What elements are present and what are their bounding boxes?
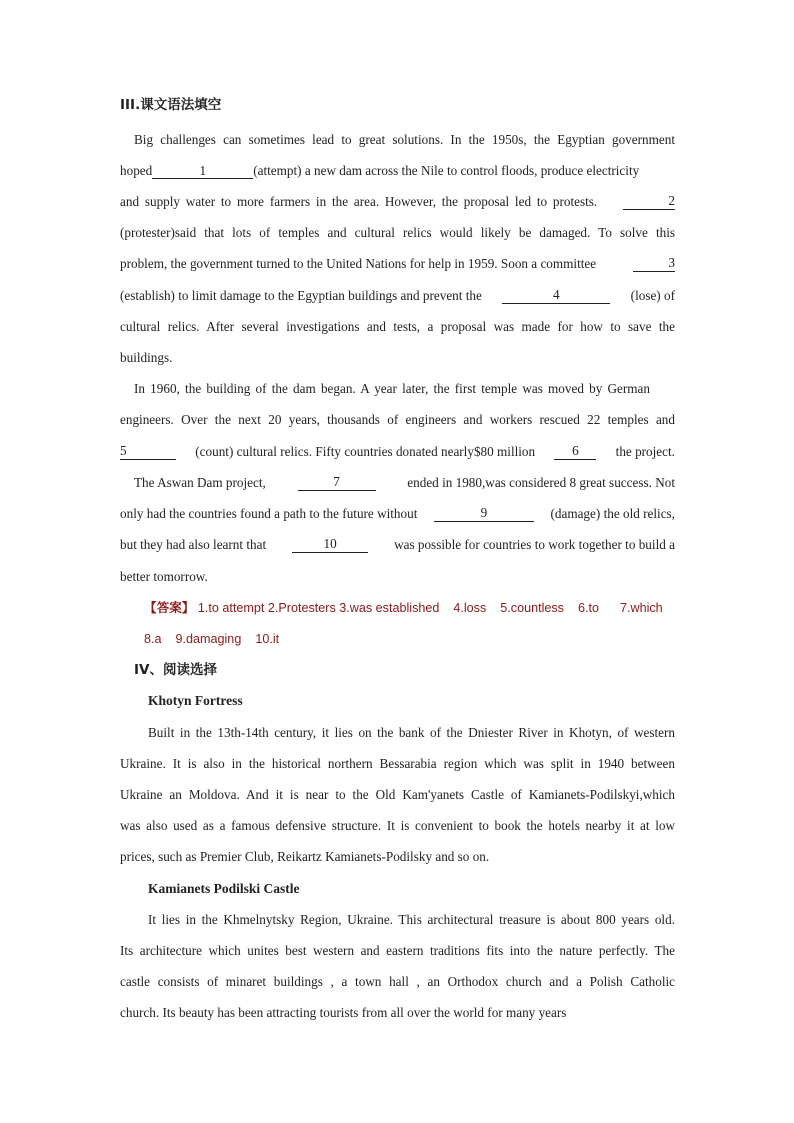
passage-text: The Aswan Dam project, xyxy=(134,475,266,490)
passage-text: was possible for countries to work together to build a xyxy=(394,537,675,552)
passage-line xyxy=(120,256,675,272)
passage-line: was also used as a famous defensive structure. It is convenient to book the hotels nearby it at low xyxy=(120,818,675,833)
passage-text: only had the countries found a path to the future without xyxy=(120,506,418,521)
passage-line: Big challenges can sometimes lead to great solutions. In the 1950s, the Egyptian government xyxy=(134,132,675,147)
blank-1[interactable]: 1 xyxy=(152,164,253,179)
blank-10[interactable]: 10 xyxy=(292,537,368,553)
section-heading-reading: IV、阅读选择 xyxy=(134,662,217,678)
blank-4[interactable]: 4 xyxy=(502,288,610,304)
blank-3[interactable]: 3 xyxy=(633,256,675,272)
passage-line: Its architecture which unites best western and eastern traditions fits into the nature perfectly. The xyxy=(120,943,675,958)
passage-text: (damage) the old relics, xyxy=(550,506,675,521)
blank-2[interactable]: 2 xyxy=(623,194,675,210)
passage-line xyxy=(120,537,675,553)
passage-text: (count) cultural relics. Fifty countries donated nearly$80 million xyxy=(195,444,536,459)
passage-line xyxy=(134,475,675,491)
passage-text: and supply water to more farmers in the area. However, the proposal led to protests. xyxy=(120,194,598,209)
blank-5[interactable]: 5 xyxy=(120,444,176,460)
passage-line: (protester)said that lots of temples and cultural relics would likely be damaged. To solve this xyxy=(120,225,675,240)
passage-line: better tomorrow. xyxy=(120,569,208,584)
passage-text: ended in 1980,was considered 8 great success. Not xyxy=(407,475,675,490)
passage-line: Ukraine. It is also in the historical northern Bessarabia region which was split in 1940 between xyxy=(120,756,675,771)
blank-7[interactable]: 7 xyxy=(298,475,376,491)
answer-text: 1.to attempt 2.Protesters 3.was established 4.loss 5.countless 6.to 7.which xyxy=(197,601,663,615)
answer-line xyxy=(144,600,675,616)
passage-text: but they had also learnt that xyxy=(120,537,267,552)
passage-line: Built in the 13th-14th century, it lies on the bank of the Dniester River in Khotyn, of western xyxy=(148,725,675,740)
passage-line xyxy=(120,163,675,179)
section-heading-grammar-fill: III.课文语法填空 xyxy=(120,97,222,113)
passage-line: Ukraine an Moldova. And it is near to the Old Kam'yanets Castle of Kamianets-Podilskyi,which xyxy=(120,787,675,802)
blank-6[interactable]: 6 xyxy=(554,444,596,460)
passage-text: the project. xyxy=(615,444,675,459)
answer-line: 8.a 9.damaging 10.it xyxy=(144,632,280,646)
passage-text: (lose) of xyxy=(630,288,675,303)
passage-title: Khotyn Fortress xyxy=(148,693,243,708)
passage-line xyxy=(120,194,675,210)
passage-text: (attempt) a new dam across the Nile to control floods, produce electricity xyxy=(253,163,640,178)
passage-line: church. Its beauty has been attracting tourists from all over the world for many years xyxy=(120,1005,567,1020)
passage-line xyxy=(120,506,675,522)
answer-tag: 【答案】 xyxy=(144,600,195,615)
passage-line xyxy=(120,444,675,460)
passage-text: hoped xyxy=(120,163,153,178)
passage-line xyxy=(120,288,675,304)
passage-line: prices, such as Premier Club, Reikartz Kamianets-Podilsky and so on. xyxy=(120,849,490,864)
passage-title: Kamianets Podilski Castle xyxy=(148,881,300,896)
passage-line: cultural relics. After several investigations and tests, a proposal was made for how to save the xyxy=(120,319,675,334)
passage-text: problem, the government turned to the United Nations for help in 1959. Soon a committee xyxy=(120,256,597,271)
passage-line: In 1960, the building of the dam began. A year later, the first temple was moved by German xyxy=(134,381,650,396)
passage-line: engineers. Over the next 20 years, thousands of engineers and workers rescued 22 temples and xyxy=(120,412,675,427)
passage-line: buildings. xyxy=(120,350,173,365)
blank-9[interactable]: 9 xyxy=(434,506,534,522)
passage-line: It lies in the Khmelnytsky Region, Ukraine. This architectural treasure is about 800 years old. xyxy=(148,912,675,927)
passage-text: (establish) to limit damage to the Egyptian buildings and prevent the xyxy=(120,288,482,303)
passage-line: castle consists of minaret buildings , a town hall , an Orthodox church and a Polish Catholic xyxy=(120,974,675,989)
